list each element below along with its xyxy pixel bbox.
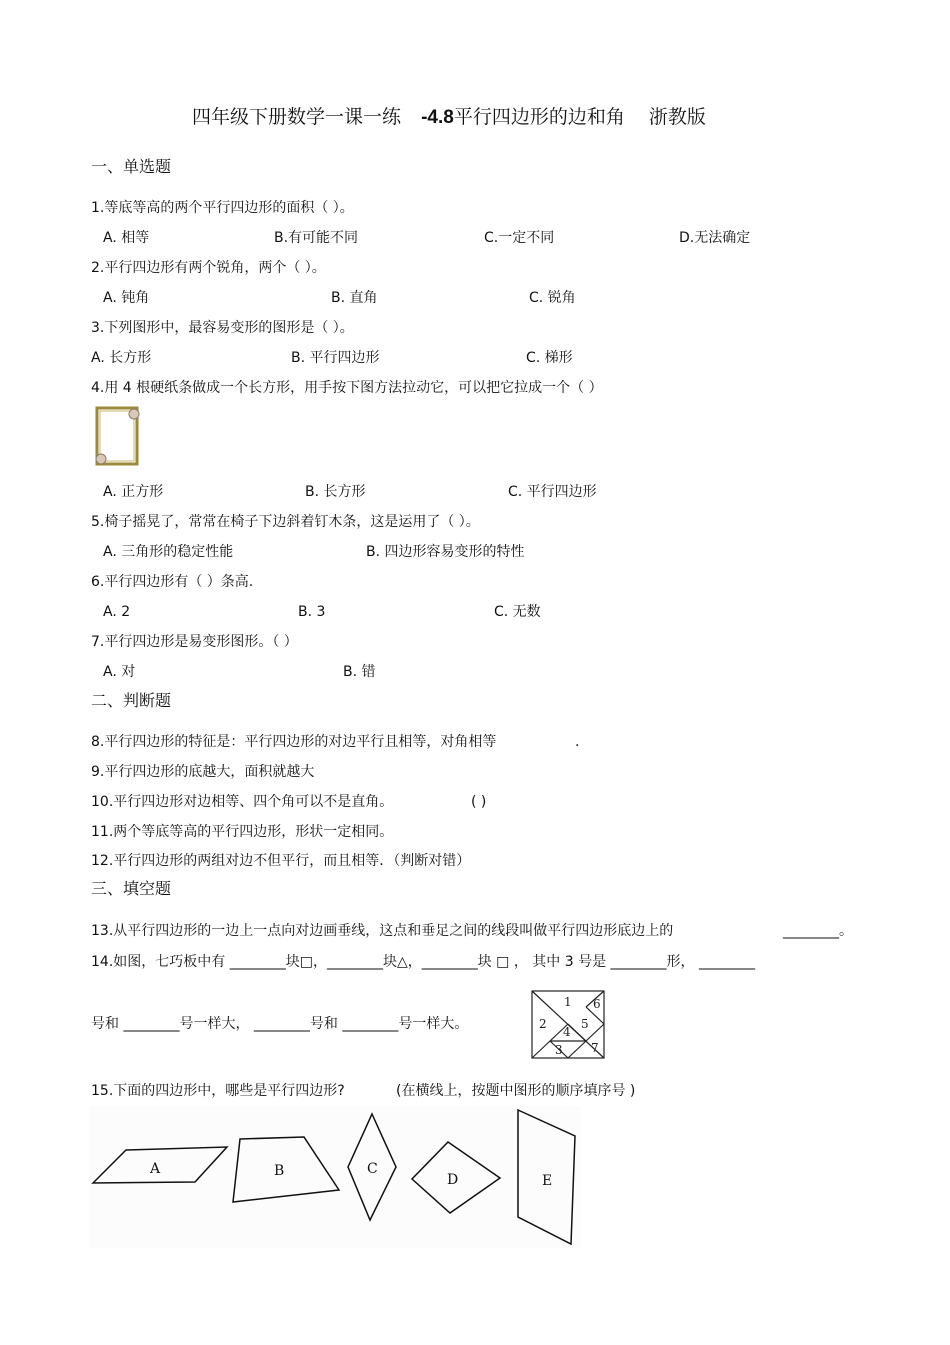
q3-option-c: C. 梯形: [526, 350, 573, 366]
question-2: 2.平行四边形有两个锐角，两个（ ）。: [91, 260, 326, 276]
question-1: 1.等底等高的两个平行四边形的面积（ ）。: [91, 200, 354, 216]
q1-option-a: A. 相等: [103, 230, 150, 246]
q4-option-a: A. 正方形: [103, 484, 164, 500]
question-10: 10.平行四边形对边相等、四个角可以不是直角。: [91, 794, 394, 810]
question-6: 6.平行四边形有（ ）条高.: [91, 574, 254, 590]
title-part3: 平行四边形的边和角: [453, 106, 625, 128]
q1-option-d: D.无法确定: [679, 230, 751, 246]
title-part4: 浙教版: [648, 106, 706, 128]
q7-option-a: A. 对: [103, 664, 136, 680]
question-8: 8.平行四边形的特征是：平行四边形的对边平行且相等，对角相等: [91, 734, 497, 750]
question-15-note: (在横线上，按题中图形的顺序填序号 ): [396, 1083, 636, 1099]
hand-bottom-icon: [96, 454, 106, 464]
tangram-figure: [531, 990, 605, 1060]
section-heading-fill-blank: 三、填空题: [91, 879, 172, 898]
title-part1: 四年级下册数学一课一练: [192, 106, 402, 128]
shape-label-a: A: [150, 1161, 161, 1177]
frame-figure: [93, 405, 143, 469]
tangram-label-5: 5: [581, 1017, 589, 1031]
section-heading-single-choice: 一、单选题: [91, 157, 172, 176]
title-part2: -4.8: [421, 107, 454, 128]
tangram-label-7: 7: [591, 1041, 599, 1055]
q6-option-b: B. 3: [298, 604, 326, 620]
tangram-label-4: 4: [563, 1025, 571, 1039]
q2-option-a: A. 钝角: [103, 290, 150, 306]
shape-label-e: E: [542, 1173, 553, 1189]
q2-option-b: B. 直角: [331, 290, 378, 306]
q7-option-b: B. 错: [343, 664, 376, 680]
question-15: 15.下面的四边形中，哪些是平行四边形?: [91, 1083, 345, 1099]
shape-label-b: B: [274, 1163, 285, 1179]
q2-option-c: C. 锐角: [529, 290, 576, 306]
question-7: 7.平行四边形是易变形图形。（ ）: [91, 634, 298, 650]
q5-option-b: B. 四边形容易变形的特性: [366, 544, 525, 560]
tangram-label-2: 2: [539, 1017, 547, 1031]
question-12: 12.平行四边形的两组对边不但平行，而且相等．（判断对错）: [91, 853, 471, 869]
q3-option-b: B. 平行四边形: [291, 350, 380, 366]
hand-top-icon: [129, 409, 139, 419]
question-8-tail: .: [575, 734, 580, 750]
question-4: 4.用 4 根硬纸条做成一个长方形，用手按下图方法拉动它，可以把它拉成一个（ ）: [91, 380, 603, 396]
figure-background: [89, 1106, 581, 1248]
q1-option-c: C.一定不同: [484, 230, 555, 246]
q5-option-a: A. 三角形的稳定性能: [103, 544, 234, 560]
question-5: 5.椅子摇晃了，常常在椅子下边斜着钉木条，这是运用了（ ）。: [91, 514, 480, 530]
q3-option-a: A. 长方形: [91, 350, 152, 366]
question-13: 13.从平行四边形的一边上一点向对边画垂线，这点和垂足之间的线段叫做平行四边形底边上的: [91, 923, 674, 939]
question-11: 11.两个等底等高的平行四边形，形状一定相同。: [91, 824, 394, 840]
question-3: 3.下列图形中，最容易变形的图形是（ ）。: [91, 320, 354, 336]
q6-option-c: C. 无数: [494, 604, 541, 620]
tangram-label-6: 6: [593, 997, 601, 1011]
q4-option-b: B. 长方形: [305, 484, 366, 500]
quadrilaterals-figure: [89, 1106, 581, 1248]
frame-inner: [100, 411, 134, 461]
q1-option-b: B.有可能不同: [274, 230, 359, 246]
question-14-line2: 号和 ________号一样大， ________号和 ________号一样大。: [91, 1016, 469, 1032]
q6-option-a: A. 2: [103, 604, 131, 620]
question-9: 9.平行四边形的底越大，面积就越大: [91, 764, 315, 780]
question-14-line1: 14.如图，七巧板中有 ________块□，________块△，________块 □ ， 其中 3 号是 ________形， ________: [91, 954, 755, 970]
page-title: [192, 105, 706, 130]
section-heading-true-false: 二、判断题: [91, 691, 172, 710]
question-10-bracket: ( ): [471, 794, 487, 810]
question-13-blank: ________。: [783, 923, 853, 939]
shape-label-d: D: [447, 1172, 459, 1188]
tangram-label-3: 3: [555, 1043, 563, 1057]
tangram-label-1: 1: [564, 995, 572, 1009]
shape-label-c: C: [367, 1161, 378, 1177]
q4-option-c: C. 平行四边形: [508, 484, 597, 500]
